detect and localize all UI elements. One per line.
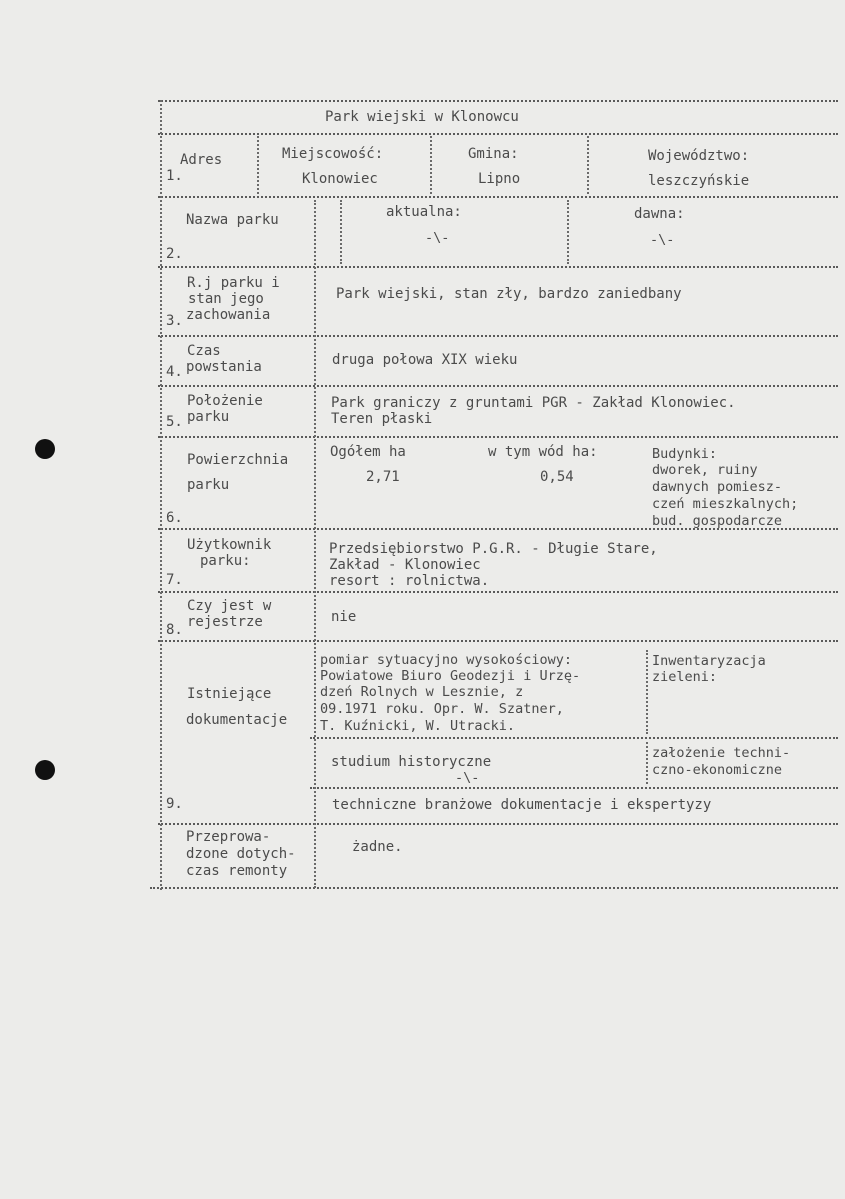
divider [646,650,648,734]
rodzaj-label-line3: zachowania [186,307,271,323]
dokumentacje-label-line2: dokumentacje [186,712,288,728]
miejscowosc-value: Klonowiec [302,171,378,187]
nazwa-label: Nazwa parku [186,212,279,228]
rule [310,787,838,789]
ogolem-label: Ogółem ha [330,444,406,460]
row-number: 6. [166,510,183,526]
divider [340,200,342,264]
pomiar-line2: Powiatowe Biuro Geodezji i Urzę- [320,668,581,684]
studium-value: -\- [455,770,480,786]
adres-label: Adres [180,152,223,168]
row-number: 3. [166,313,183,329]
rule [158,266,838,268]
pomiar-line5: T. Kuźnicki, W. Utracki. [320,718,516,734]
rule-bottom [150,887,838,889]
gmina-label: Gmina: [468,146,519,162]
uzytkownik-value-line1: Przedsiębiorstwo P.G.R. - Długie Stare, [329,541,658,557]
rejestr-value: nie [331,609,357,625]
pomiar-line1: pomiar sytuacyjno wysokościowy: [320,652,572,668]
wod-value: 0,54 [540,469,574,485]
page-title: Park wiejski w Klonowcu [325,109,519,125]
rule [158,196,838,198]
wojewodztwo-label: Województwo: [648,148,750,164]
rule [158,385,838,387]
ogolem-value: 2,71 [366,469,400,485]
divider [587,136,589,194]
rule [310,737,838,739]
divider [257,136,259,194]
rejestr-label-line1: Czy jest w [187,598,272,614]
uzytkownik-value-line3: resort : rolnictwa. [329,573,490,589]
powierzchnia-label-line1: Powierzchnia [187,452,289,468]
techniczne-label: techniczne branżowe dokumentacje i ekspertyzy [332,797,712,813]
polozenie-value-line1: Park graniczy z gruntami PGR - Zakład Klonowiec. [331,395,736,411]
aktualna-label: aktualna: [386,204,462,220]
zalozenie-line1: założenie techni- [652,745,791,761]
punch-hole-top [35,439,55,459]
wojewodztwo-value: leszczyńskie [648,173,750,189]
row-number: 5. [166,414,183,430]
row-number: 8. [166,622,183,638]
dokumentacje-label-line1: Istniejące [187,686,272,702]
budynki-line2: dworek, ruiny [652,462,758,478]
czas-value: druga połowa XIX wieku [332,352,518,368]
row-number: 4. [166,364,183,380]
inwentaryzacja-line2: zieleni: [652,669,718,685]
studium-label: studium historyczne [331,754,492,770]
wod-label: w tym wód ha: [488,444,598,460]
rule [158,823,838,825]
budynki-line1: Budynki: [652,446,718,462]
remonty-label-line3: czas remonty [186,863,288,879]
polozenie-label-line1: Położenie [187,393,263,409]
rule [158,133,838,135]
pomiar-line4: 09.1971 roku. Opr. W. Szatner, [320,701,564,717]
rule [158,591,838,593]
divider [646,742,648,784]
row-number: 9. [166,796,183,812]
rule [158,436,838,438]
miejscowosc-label: Miejscowość: [282,146,384,162]
label-column-divider [314,200,316,888]
rule [158,335,838,337]
powierzchnia-label-line2: parku [187,477,230,493]
rodzaj-value: Park wiejski, stan zły, bardzo zaniedbany [336,286,682,302]
budynki-line5: bud. gospodarcze [652,513,783,529]
polozenie-value-line2: Teren płaski [331,411,433,427]
aktualna-value: -\- [425,230,450,246]
row-number: 7. [166,572,183,588]
left-border [160,100,162,890]
gmina-value: Lipno [478,171,521,187]
remonty-label-line2: dzone dotych- [186,846,296,862]
czas-label-line2: powstania [186,359,262,375]
uzytkownik-value-line2: Zakład - Klonowiec [329,557,481,573]
divider [430,136,432,194]
czas-label-line1: Czas [187,343,221,359]
dawna-value: -\- [650,232,675,248]
inwentaryzacja-line1: Inwentaryzacja [652,653,766,669]
polozenie-label-line2: parku [187,409,230,425]
pomiar-line3: dzeń Rolnych w Lesznie, z [320,684,524,700]
uzytkownik-label-line2: parku: [200,553,251,569]
rejestr-label-line2: rejestrze [187,614,263,630]
zalozenie-line2: czno-ekonomiczne [652,762,783,778]
remonty-value: żadne. [352,839,403,855]
rodzaj-label-line1: R.j parku i [187,275,280,291]
punch-hole-bottom [35,760,55,780]
row-number: 2. [166,246,183,262]
uzytkownik-label-line1: Użytkownik [187,537,272,553]
remonty-label-line1: Przeprowa- [186,829,271,845]
rule [158,640,838,642]
row-number: 1. [166,168,183,184]
dawna-label: dawna: [634,206,685,222]
budynki-line4: czeń mieszkalnych; [652,496,799,512]
divider [567,200,569,264]
rule-top [158,100,838,102]
rodzaj-label-line2: stan jego [188,291,264,307]
budynki-line3: dawnych pomiesz- [652,479,783,495]
